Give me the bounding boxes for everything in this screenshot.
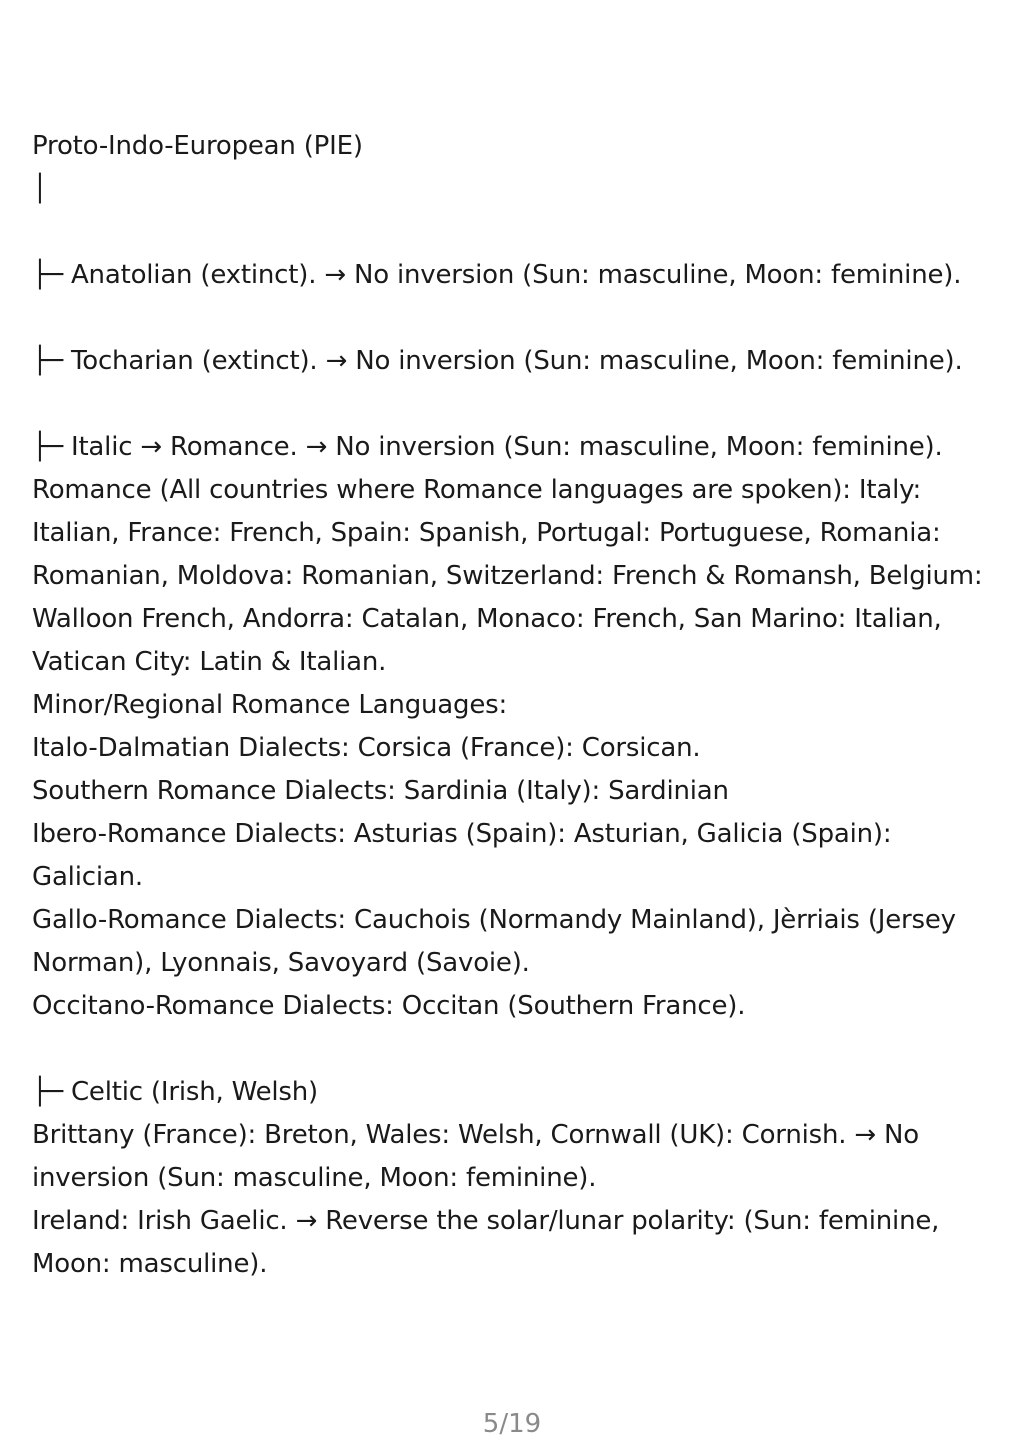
southern-romance-dialects: Southern Romance Dialects: Sardinia (Italy): Sardinian [32, 776, 729, 806]
branch-italic: ├─ Italic → Romance. → No inversion (Sun: masculine, Moon: feminine). [32, 432, 943, 462]
minor-romance-heading: Minor/Regional Romance Languages: [32, 690, 508, 720]
tree-root: Proto-Indo-European (PIE) [32, 131, 363, 161]
spacer [32, 211, 992, 254]
celtic-brittonic: Brittany (France): Breton, Wales: Welsh, Cornwall (UK): Cornish. → No inversion (Sun: masculine, Moon: feminine). [32, 1120, 928, 1193]
italo-dalmatian-dialects: Italo-Dalmatian Dialects: Corsica (France): Corsican. [32, 733, 701, 763]
branch-celtic: ├─ Celtic (Irish, Welsh) [32, 1077, 318, 1107]
spacer [32, 1028, 992, 1071]
document-body [32, 125, 992, 1286]
occitano-romance-dialects: Occitano-Romance Dialects: Occitan (Southern France). [32, 991, 746, 1021]
romance-countries: Romance (All countries where Romance languages are spoken): Italy: Italian, France: French, Spain: Spanish, Portugal: Portuguese, Romania: Romanian, Moldova: Romanian, Switzerland: French & Romansh, Belgium: Walloon French, Andorra: Catalan, Monaco: French, San Marino: Italian, Vatican City: Latin & Italian. [32, 475, 991, 677]
celtic-irish: Ireland: Irish Gaelic. → Reverse the solar/lunar polarity: (Sun: feminine, Moon: masculine). [32, 1206, 948, 1279]
branch-tocharian: ├─ Tocharian (extinct). → No inversion (Sun: masculine, Moon: feminine). [32, 346, 963, 376]
tree-connector: │ [32, 174, 48, 204]
spacer [32, 297, 992, 340]
page-number: 5/19 [482, 1409, 542, 1439]
branch-anatolian: ├─ Anatolian (extinct). → No inversion (Sun: masculine, Moon: feminine). [32, 260, 962, 290]
ibero-romance-dialects: Ibero-Romance Dialects: Asturias (Spain): Asturian, Galicia (Spain): Galician. [32, 819, 900, 892]
gallo-romance-dialects: Gallo-Romance Dialects: Cauchois (Normandy Mainland), Jèrriais (Jersey Norman), Lyonnais, Savoyard (Savoie). [32, 905, 964, 978]
spacer [32, 383, 992, 426]
